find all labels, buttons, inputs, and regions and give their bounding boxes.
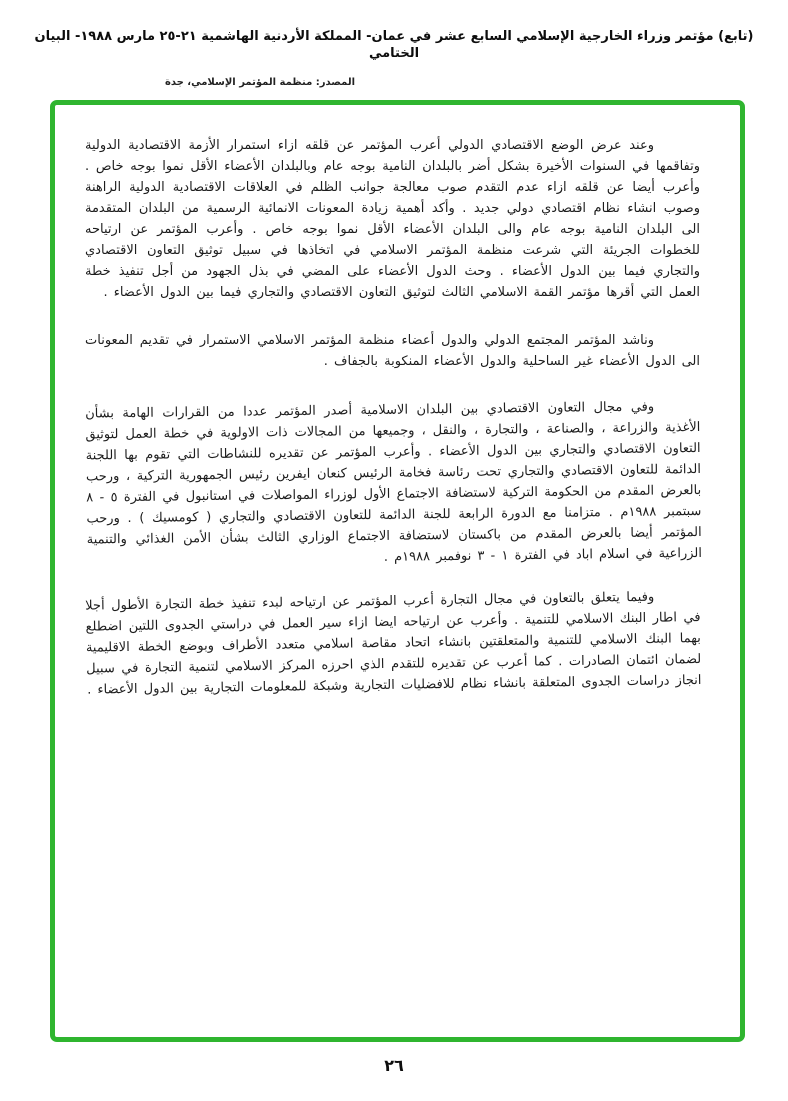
document-header <box>18 28 770 89</box>
header-title: (تابع) مؤتمر وزراء الخارجية الإسلامي السابع عشر في عمان- المملكة الأردنية الهاشمية ٢١-٢٥ مارس ١٩٨٨- البيان الختامي <box>34 29 754 61</box>
paragraph-trade-cooperation: وفيما يتعلق بالتعاون في مجال التجارة أعرب المؤتمر عن ارتياحه لبدء تنفيذ خطة التجارة الأطول أجلا في اطار البنك الاسلامي للتنمية . وأعرب عن ارتياحه ايضا ازاء سير العمل في دراستي الجدوى اللتين اضطلع بهما البنك الاسلامي للتنمية والمتعلقتين بانشاء اتحاد مقاصة اسلامي متعدد الأطراف وبوضع الخطة الاقليمية لضمان ائتمان الصادرات . كما أعرب عن تقديره للتقدم الذي احرزه المركز الاسلامي لتنمية التجارة في سبيل انجاز دراسات الجدوى المتعلقة بانشاء نظام للافضليات التجارية وشبكة للمعلومات التجارية بين الدول الأعضاء . <box>85 589 702 698</box>
header-source-row <box>18 70 770 89</box>
document-body <box>55 105 740 1037</box>
paragraph-economic-cooperation: وفي مجال التعاون الاقتصادي بين البلدان الاسلامية أصدر المؤتمر عددا من القرارات الهامة بشأن الأغذية والزراعة ، والصناعة ، والتجارة ، والنقل ، وجميعها من المجالات ذات الاولوية في خطة العمل لتوثيق التعاون الاقتصادي والتجاري بين الدول الأعضاء . وأعرب المؤتمر عن تقديره للنشاطات التي تقوم بها اللجنة الدائمة للتعاون الاقتصادي والتجاري تحت رئاسة فخامة الرئيس كنعان ايفرين رئيس الجمهورية التركية ، ورحب بالعرض المقدم من الحكومة التركية لاستضافة الاجتماع الأول لوزراء المواصلات في استانبول في الفترة ٥ - ٨ سبتمبر ١٩٨٨م . متزامنا مع الدورة الرابعة للجنة الدائمة للتعاون الاقتصادي والتجاري ( كومسيك ) . ورحب المؤتمر أيضا بالعرض المقدم من باكستان لاستضافة الاجتماع الوزاري الثالث بشأن الأمن الغذائي والتنمية الزراعية في اسلام اباد في الفترة ١ - ٣ نوفمبر ١٩٨٨م . <box>85 399 703 565</box>
paragraph-aid-appeal: وناشد المؤتمر المجتمع الدولي والدول أعضاء منظمة المؤتمر الاسلامي الاستمرار في تقديم المعونات الى الدول الأعضاء غير الساحلية والدول الأعضاء المنكوبة بالجفاف . <box>85 333 700 369</box>
page-footer <box>0 1056 788 1075</box>
paragraph-economic-situation: وعند عرض الوضع الاقتصادي الدولي أعرب المؤتمر عن قلقه ازاء استمرار الأزمة الاقتصادية الدولية وتفاقمها في السنوات الأخيرة بشكل أضر بالبلدان النامية بوجه عام وبالبلدان الأعضاء الأقل نموا بوجه خاص . وأعرب أيضا عن قلقه ازاء عدم التقدم صوب معالجة جوانب الظلم في العلاقات الاقتصادية الدولية الراهنة وصوب انشاء نظام اقتصادي دولي جديد . وأكد أهمية زيادة المعونات الانمائية الرسمية من البلدان المتقدمة الى البلدان النامية بوجه عام والى البلدان الأعضاء الأقل نموا بوجه خاص . وأعرب المؤتمر عن ارتياحه للخطوات الجريئة التي شرعت منظمة المؤتمر الاسلامي في اتخاذها في سبيل توثيق التعاون الاقتصادي والتجاري فيما بين الدول الأعضاء . وحث الدول الأعضاء على المضي في بذل الجهود من أجل تنفيذ خطة العمل التي أقرها مؤتمر القمة الاسلامي الثالث لتوثيق التعاون الاقتصادي والتجاري فيما بين الدول الأعضاء . <box>85 138 700 300</box>
content-frame <box>50 100 745 1042</box>
page-number: ٢٦ <box>384 1056 404 1075</box>
header-source: المصدر: منظمة المؤتمر الإسلامي، جدة <box>164 77 356 88</box>
